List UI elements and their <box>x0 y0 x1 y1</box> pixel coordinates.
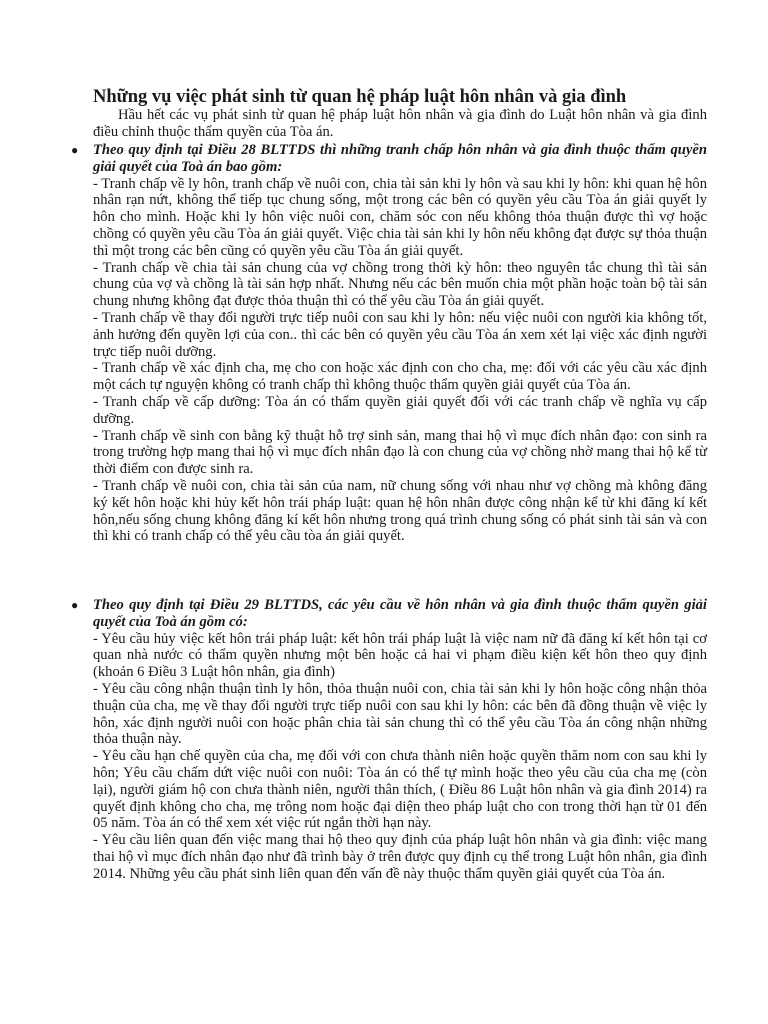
bullet-icon: ● <box>71 598 79 612</box>
section-article-28 <box>71 142 707 545</box>
list-item: - Tranh chấp về chia tài sản chung của vợ chồng trong thời kỳ hôn: theo nguyên tắc chung thì tài sản chung của vợ và chồng là tài sản hợp nhất. Nhưng nếu các bên muốn chia một phần hoặc toàn bộ tài sản chung nhưng không đạt được thỏa thuận thì có thể yêu cầu Tòa án giải quyết. <box>93 259 707 310</box>
list-item: - Tranh chấp về nuôi con, chia tài sản của nam, nữ chung sống với nhau như vợ chồng mà không đăng ký kết hôn hoặc khi hủy kết hôn trái pháp luật: quan hệ hôn nhân được công nhận kể từ khi đăng kí kết hôn,nếu sống chung không đăng kí kết hôn nhưng trong quá trình chung sống có phát sinh tài sản và con thì khi có tranh chấp có thể yêu cầu tòa án giải quyết. <box>93 477 707 545</box>
list-item: - Tranh chấp về xác định cha, mẹ cho con hoặc xác định con cho cha, mẹ: đối với các yêu cầu xác định một cách tự nguyện không có tranh chấp thì không thuộc thẩm quyền giải quyết của Tòa án. <box>93 360 707 394</box>
section-heading <box>71 597 707 631</box>
section-article-29 <box>71 597 707 883</box>
intro-paragraph: Hầu hết các vụ phát sinh từ quan hệ pháp luật hôn nhân và gia đình do Luật hôn nhân và gia đình điều chỉnh thuộc thẩm quyền của Tòa án. <box>93 107 707 140</box>
document-title: Những vụ việc phát sinh từ quan hệ pháp luật hôn nhân và gia đình <box>93 87 627 107</box>
list-item: - Yêu cầu hạn chế quyền của cha, mẹ đối với con chưa thành niên hoặc quyền thăm nom con sau khi ly hôn; Yêu cầu chấm dứt việc nuôi con nuôi: Tòa án có thể tự mình hoặc theo yêu cầu của cha mẹ (còn lại), người giám hộ con chưa thành niên, người thân thích, ( Điều 86 Luật hôn nhân và gia đình 2014) ra quyết định không cho cha, mẹ trông nom hoặc đại diện theo pháp luật cho con trong thời hạn từ 01 đến 05 năm. Tòa án có thể xem xét việc rút ngắn thời hạn này. <box>93 748 707 832</box>
section-heading <box>71 142 707 176</box>
list-item: - Tranh chấp về sinh con bằng kỹ thuật hỗ trợ sinh sản, mang thai hộ vì mục đích nhân đạo: con sinh ra trong trường hợp mang thai hộ vì mục đích nhân đạo là con chung của vợ chồng nhờ mang thai hộ kể từ thời điểm con được sinh ra. <box>93 427 707 478</box>
list-item: - Yêu cầu công nhận thuận tình ly hôn, thỏa thuận nuôi con, chia tài sản khi ly hôn hoặc công nhận thỏa thuận của cha, mẹ về thay đổi người trực tiếp nuôi con sau khi ly hôn: các bên đã đồng thuận về việc ly hôn, xác định người nuôi con hoặc phân chia tài sản chung thì có thể yêu cầu Tòa án công nhận những thỏa thuận này. <box>93 680 707 748</box>
list-item: - Tranh chấp về ly hôn, tranh chấp về nuôi con, chia tài sản khi ly hôn và sau khi ly hôn: khi quan hệ hôn nhân rạn nứt, không thể tiếp tục chung sống, một trong các bên có quyền yêu cầu Tòa án giải quyết ly hôn cho mình. Hoặc khi ly hôn việc nuôi con, chăm sóc con nếu không thỏa thuận được thì vợ hoặc chồng có quyền yêu cầu Tòa án giải quyết. Việc chia tài sản khi ly hôn nếu không đạt được sự thỏa thuận thì một trong các bên cũng có quyền yêu cầu Tòa án giải quyết. <box>93 175 707 259</box>
bullet-icon: ● <box>71 143 79 157</box>
list-item: - Tranh chấp về cấp dưỡng: Tòa án có thẩm quyền giải quyết đối với các tranh chấp về nghĩa vụ cấp dưỡng. <box>93 393 707 427</box>
list-item: - Tranh chấp về thay đổi người trực tiếp nuôi con sau khi ly hôn: nếu việc nuôi con người kia không tốt, ảnh hưởng đến quyền lợi của con.. thì các bên có quyền yêu cầu Tòa án xem xét lại việc xác định người trực tiếp nuôi dưỡng. <box>93 309 707 360</box>
list-item: - Yêu cầu liên quan đến việc mang thai hộ theo quy định của pháp luật hôn nhân và gia đình: việc mang thai hộ vì mục đích nhân đạo như đã trình bày ở trên được quy định cụ thể trong Luật hôn nhân, gia đình 2014. Những yêu cầu phát sinh liên quan đến vấn đề này thuộc thẩm quyền giải quyết của Tòa án. <box>93 832 707 882</box>
section-heading-text: Theo quy định tại Điều 28 BLTTDS thì những tranh chấp hôn nhân và gia đình thuộc thẩm quyền giải quyết của Toà án bao gồm: <box>93 142 707 175</box>
list-item: - Yêu cầu hủy việc kết hôn trái pháp luật: kết hôn trái pháp luật là việc nam nữ đã đăng kí kết hôn tại cơ quan nhà nước có thẩm quyền nhưng một bên hoặc cả hai vi phạm điều kiện kết hôn theo quy định (khoản 6 Điều 3 Luật hôn nhân, gia đình) <box>93 630 707 681</box>
section-heading-text: Theo quy định tại Điều 29 BLTTDS, các yêu cầu về hôn nhân và gia đình thuộc thẩm quyền giải quyết của Toà án gồm có: <box>93 597 707 630</box>
